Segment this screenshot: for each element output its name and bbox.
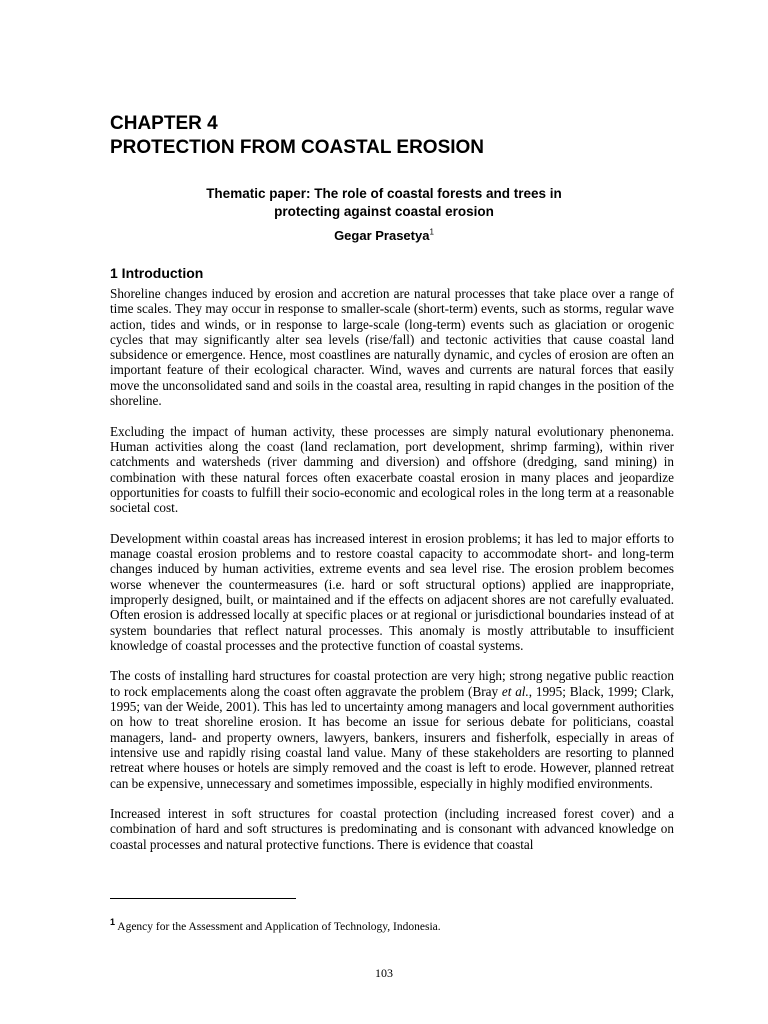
footnote-divider (110, 898, 296, 899)
paragraph-4-et-al: et al. (501, 683, 529, 699)
footnote (110, 917, 441, 934)
paper-title (110, 185, 658, 221)
paragraph-4-part-2: , 1995; Black, 1999; Clark, 1995; van der Weide, 2001). This has led to uncertainty among managers and local government authorities on how to treat shoreline erosion. It has become an issue for serious debate for politicians, coastal managers, land- and property owners, lawyers, bankers, insurers and fisherfolk, especially in areas of intensive use and rapidly rising coastal land value. Many of these stakeholders are resorting to planned retreat where houses or hotels are simply removed and the coast is left to erode. However, planned retreat can be expensive, unnecessary and sometimes impossible, especially in highly modified environments. (110, 683, 674, 791)
paragraph-5: Increased interest in soft structures for coastal protection (including increased forest cover) and a combination of hard and soft structures is predominating and is consonant with advanced knowledge on coastal processes and natural protective functions. There is evidence that coastal (110, 806, 674, 852)
footnote-marker: 1 (110, 917, 116, 928)
footnote-text: Agency for the Assessment and Application of Technology, Indonesia. (117, 921, 441, 933)
paper-title-line-1: Thematic paper: The role of coastal forests and trees in (206, 186, 562, 201)
paper-author (110, 228, 658, 244)
paragraph-3: Development within coastal areas has increased interest in erosion problems; it has led to major efforts to manage coastal erosion problems and to restore coastal capacity to accommodate short- and long-term changes induced by human activities, extreme events and sea level rise. The erosion problem becomes worse whenever the countermeasures (i.e. hard or soft structural options) applied are inappropriate, improperly designed, built, or maintained and if the effects on adjacent shores are not carefully evaluated. Often erosion is addressed locally at specific places or at regional or jurisdictional boundaries instead of at system boundaries that reflect natural processes. This anomaly is mostly attributable to insufficient knowledge of coastal processes and the protective function of coastal systems. (110, 530, 674, 653)
author-name: Gegar Prasetya (334, 228, 430, 243)
chapter-title: PROTECTION FROM COASTAL EROSION (110, 137, 485, 158)
body-text (110, 286, 674, 852)
chapter-heading (110, 112, 484, 160)
paragraph-4 (110, 668, 674, 790)
chapter-number: CHAPTER 4 (110, 113, 218, 134)
page-number: 103 (375, 966, 393, 980)
paragraph-1: Shoreline changes induced by erosion and accretion are natural processes that take place over a range of time scales. They may occur in response to smaller-scale (short-term) events, such as storms, regular wave action, tides and winds, or in response to large-scale (long-term) events such as glaciation or orogenic cycles that may significantly alter sea levels (rise/fall) and tectonic activities that cause coastal land subsidence or emergence. Hence, most coastlines are naturally dynamic, and cycles of erosion are often an important feature of their ecological character. Wind, waves and currents are natural forces that easily move the unconsolidated sand and soils in the coastal area, resulting in rapid changes in the position of the shoreline. (110, 286, 674, 409)
paragraph-2: Excluding the impact of human activity, these processes are simply natural evolutionary phenonema. Human activities along the coast (land reclamation, port development, shrimp farming), within river catchments and watersheds (river damming and diversion) and offshore (dredging, sand mining) in combination with these natural forces often exacerbate coastal erosion in many places and jeopardize opportunities for coasts to fulfill their socio-economic and ecological roles in the long term at a reasonable societal cost. (110, 423, 674, 516)
author-footnote-marker[interactable]: 1 (429, 227, 434, 237)
paper-title-line-2: protecting against coastal erosion (274, 204, 494, 219)
paragraph-4-part-1: The costs of installing hard structures for coastal protection are very high; strong negative public reaction to rock emplacements along the coast often aggravate the problem (Bray (110, 668, 674, 699)
section-heading: 1 Introduction (110, 265, 204, 281)
